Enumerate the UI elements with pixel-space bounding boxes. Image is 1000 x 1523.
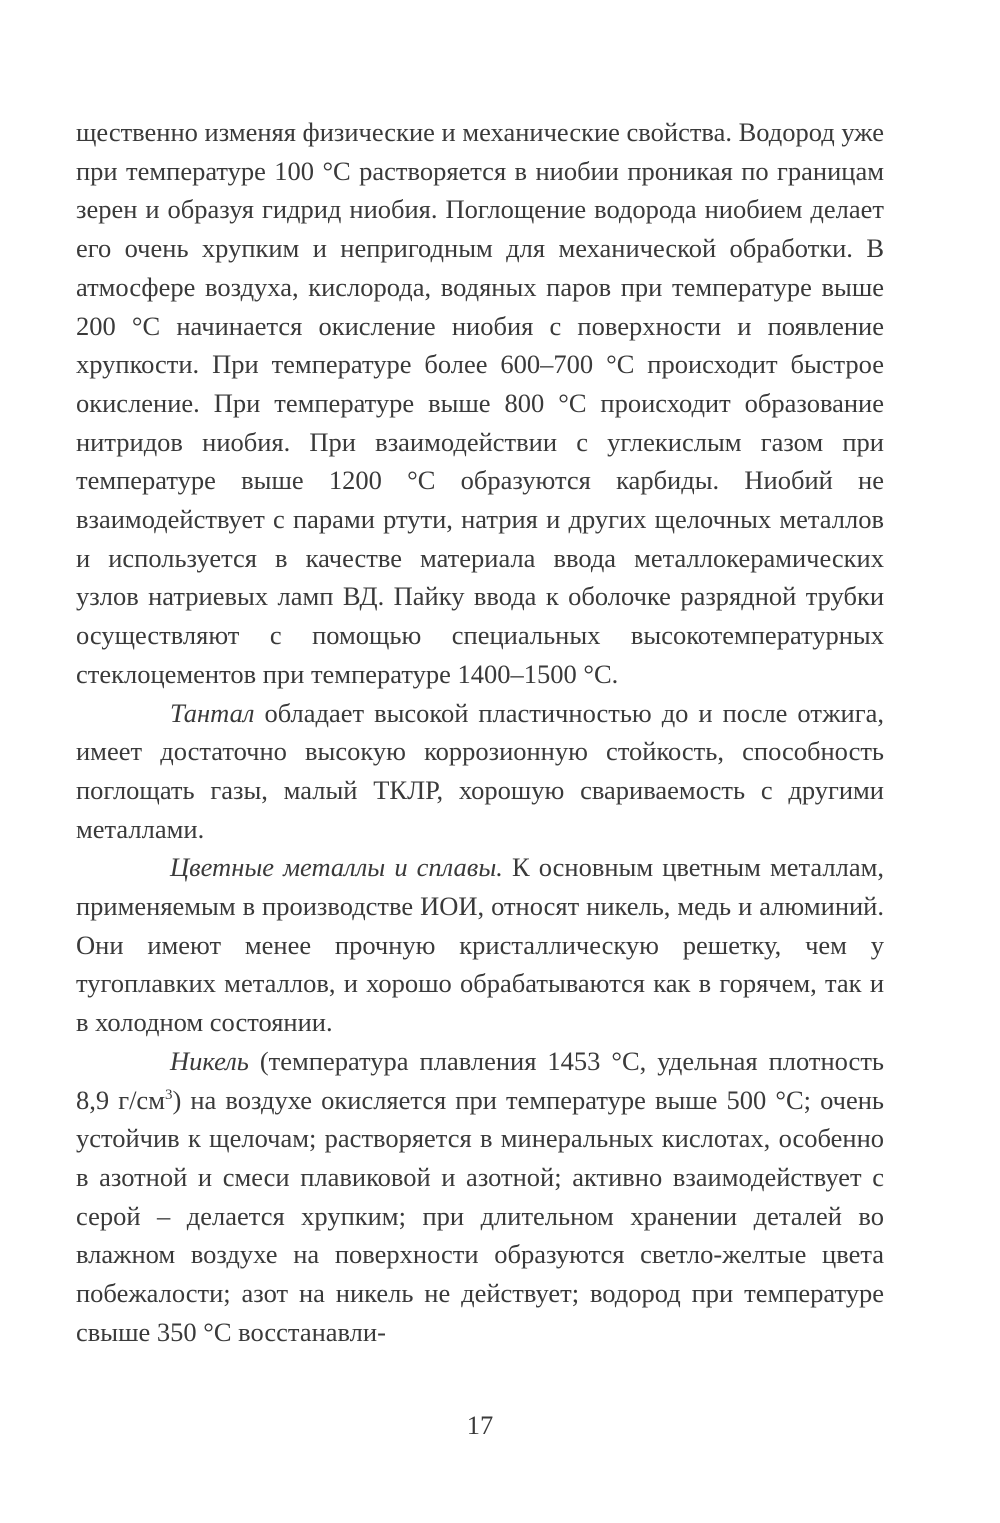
paragraph-text: щественно изменяя физические и механические свойства. Водород уже при температуре 100 °С растворяется в ниобии проникая по границам зерен и образуя гидрид ниобия. Поглощение водорода ниобием делает его очень хрупким и непригодным для механической обработки. В атмосфере воздуха, кислорода, водяных паров при температуре выше 200 °С начинается окисление ниобия с поверхности и появление хрупкости. При температуре более 600–700 °С происходит быстрое окисление. При температуре выше 800 °С происходит образование нитридов ниобия. При взаимодействии с углекислым газом при температуре выше 1200 °С образуются карбиды. Ниобий не взаимодействует с парами ртути, натрия и других щелочных металлов и используется в качестве материала ввода металлокерамических узлов натриевых ламп ВД. Пайку ввода к оболочке разрядной трубки осуществляют с помощью специальных высокотемпературных стеклоцементов при температуре 1400–1500 °С. (76, 117, 884, 689)
paragraph-text: обладает высокой пластичностью до и после отжига, имеет достаточно высокую коррозионную стойкость, способность поглощать газы, малый ТКЛР, хорошую свариваемость с другими металлами. (76, 697, 884, 844)
body-text (76, 113, 884, 1352)
page-number: 17 (466, 1410, 494, 1440)
paragraph-lead-italic: Тантал (170, 697, 255, 728)
paragraph-nickel (76, 1042, 884, 1352)
paragraph-text: ) на воздухе окисляется при температуре выше 500 °С; очень устойчив к щелочам; растворяется в минеральных кислотах, особенно в азотной и смеси плавиковой и азотной; активно взаимодействует с серой – делается хрупким; при длительном хранении деталей во влажном воздухе на поверхности образуются светло-желтые цвета побежалости; азот на никель не действует; водород при температуре свыше 350 °С восстанавли- (76, 1084, 884, 1347)
paragraph-niobium (76, 113, 884, 694)
superscript: 3 (164, 1086, 173, 1103)
paragraph-text: (температура плавления 1453 °С, удельная плотность 8,9 г/см (76, 1045, 884, 1115)
paragraph-text: К основным цветным металлам, применяемым в производстве ИОИ, относят никель, медь и алюминий. Они имеют менее прочную кристаллическую решетку, чем у тугоплавких металлов, и хорошо обрабатываются как в горячем, так и в холодном состоянии. (76, 852, 884, 1038)
paragraph-tantalum (76, 694, 884, 849)
paragraph-lead-italic: Никель (170, 1045, 249, 1076)
paragraph-nonferrous-metals (76, 848, 884, 1042)
paragraph-lead-italic: Цветные металлы и сплавы. (170, 852, 503, 883)
